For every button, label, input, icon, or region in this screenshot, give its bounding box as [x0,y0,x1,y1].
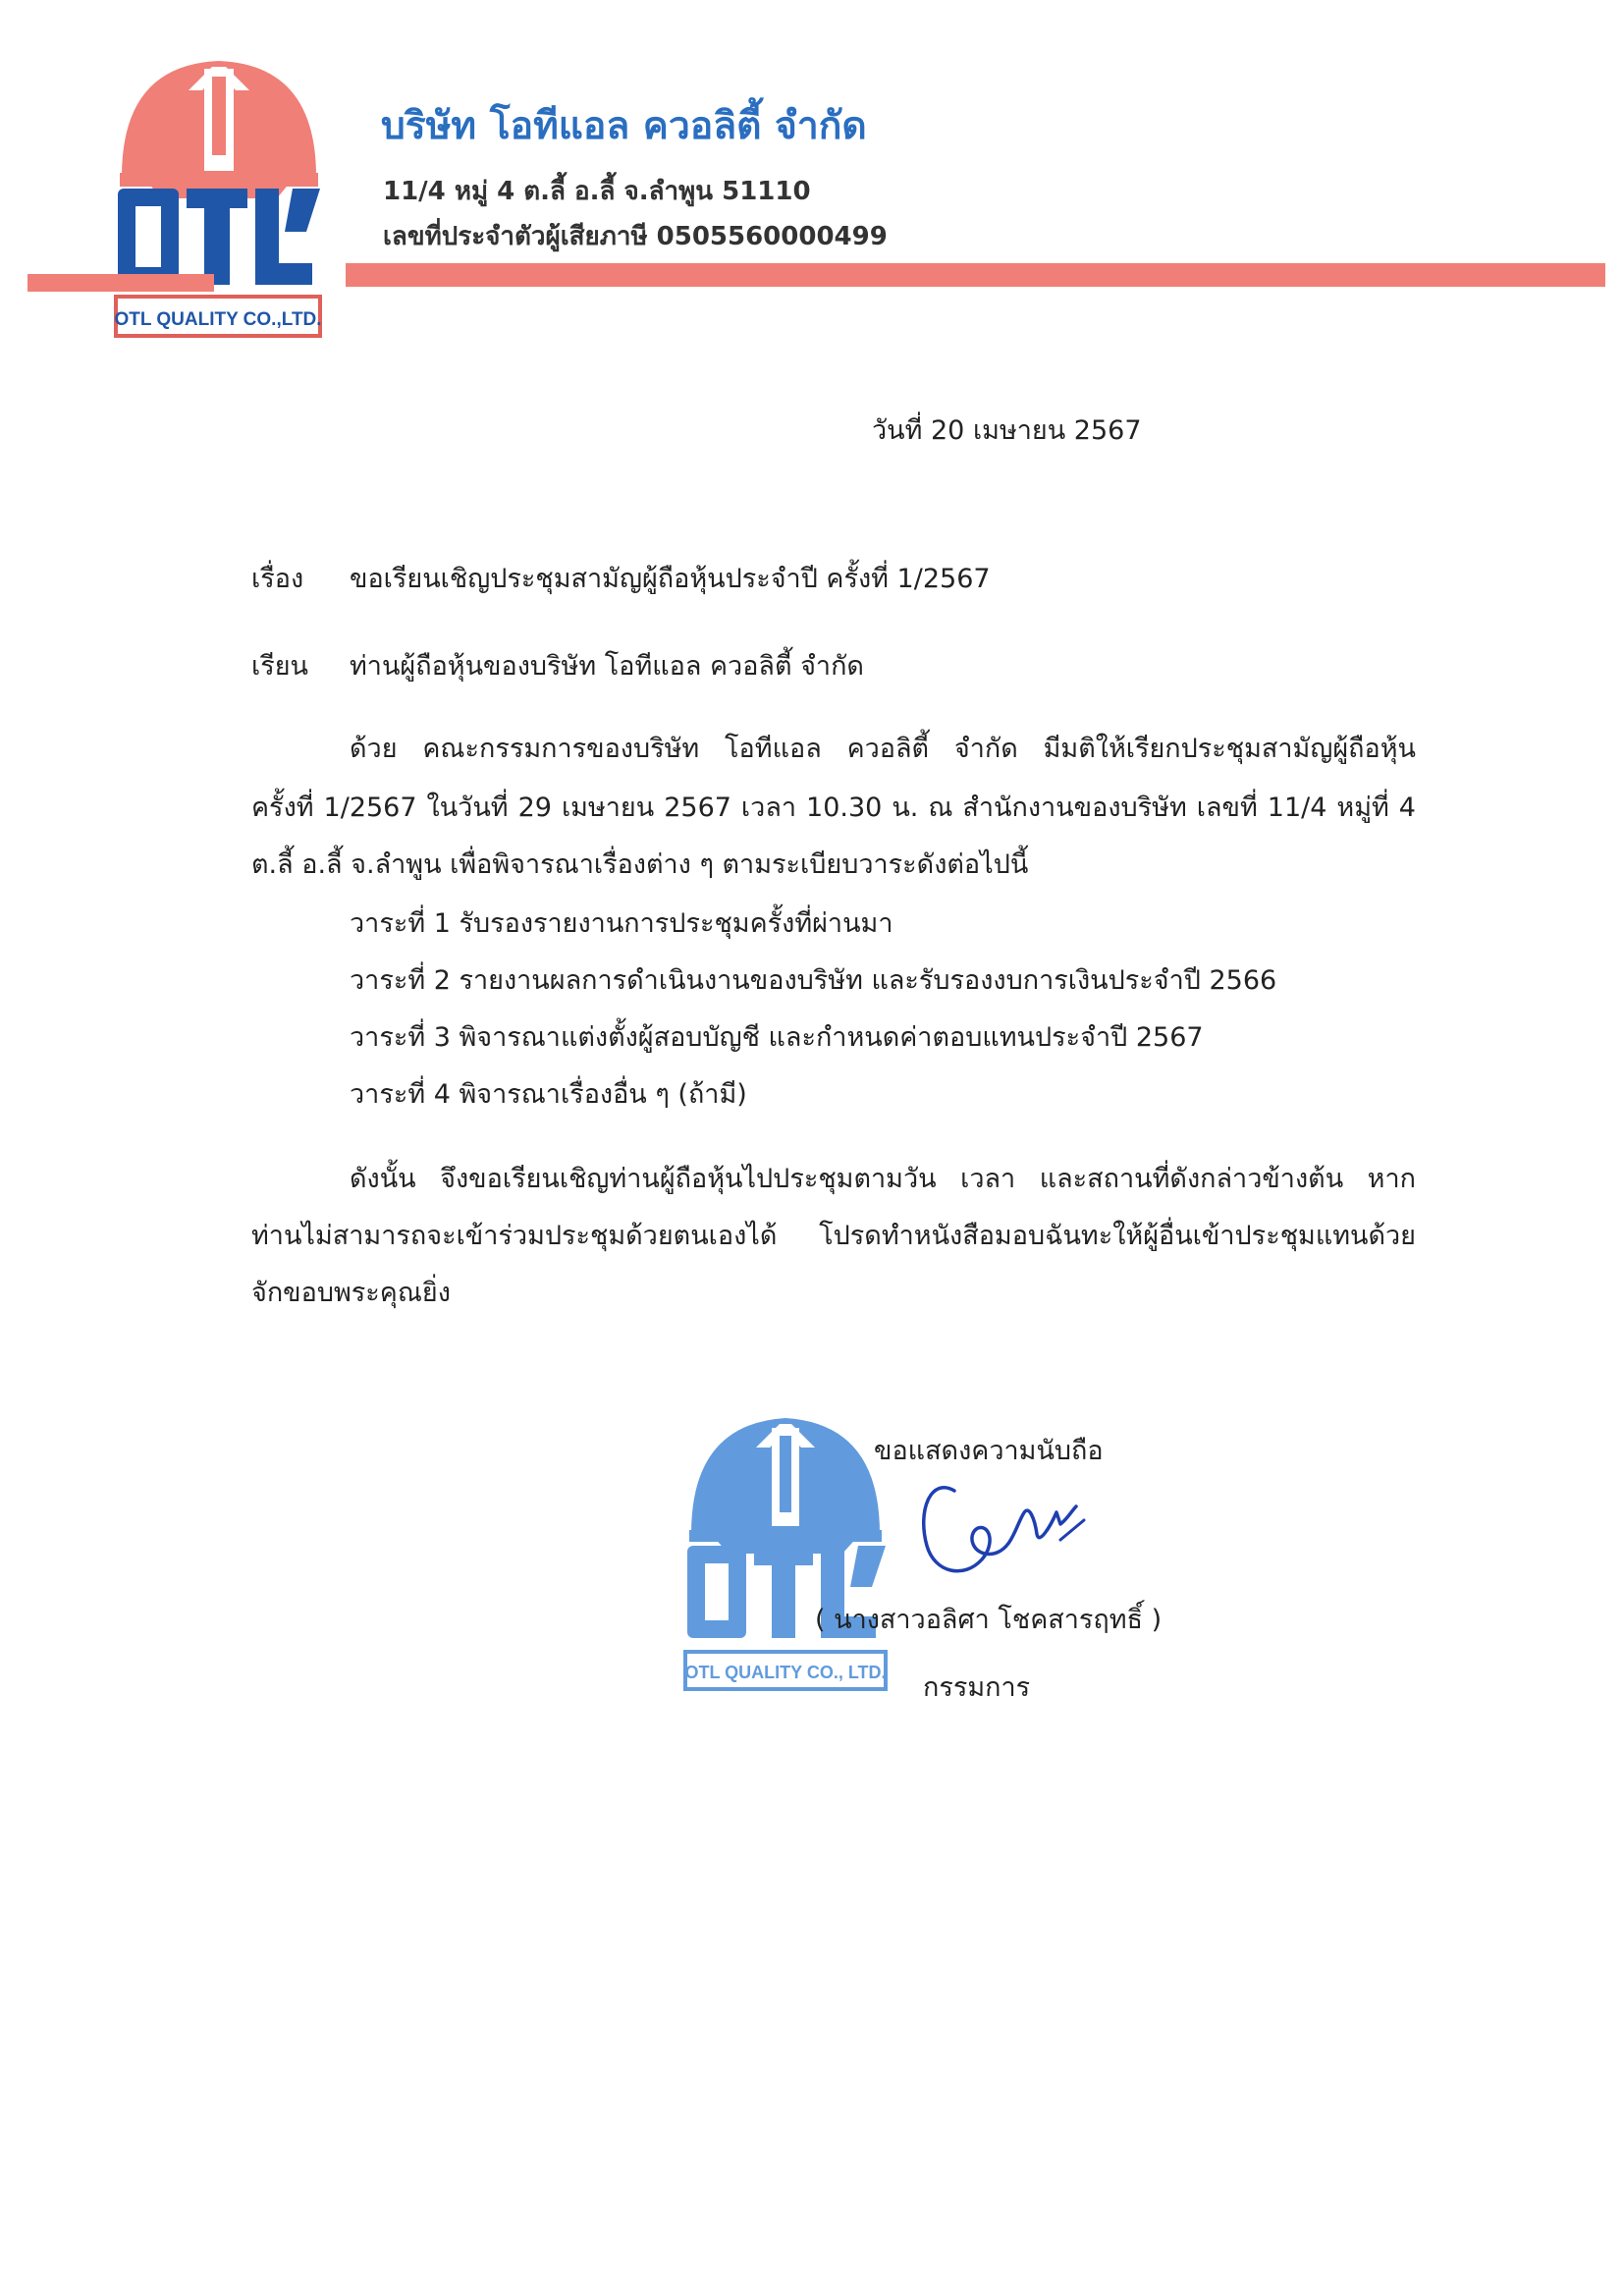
company-name: บริษัท โอทีแอล ควอลิตี้ จำกัด [381,104,867,148]
closing-line-1: ดังนั้น จึงขอเรียนเชิญท่านผู้ถือหุ้นไปประชุมตามวัน เวลา และสถานที่ดังกล่าวข้างต้น หาก [350,1164,1416,1194]
agenda-item-1: วาระที่ 1 รับรองรายงานการประชุมครั้งที่ผ่านมา [350,908,893,939]
agenda-item-2: วาระที่ 2 รายงานผลการดำเนินงานของบริษัท และรับรองงบการเงินประจำปี 2566 [350,965,1277,996]
closing-line-2: ท่านไม่สามารถจะเข้าร่วมประชุมด้วยตนเองได้ โปรดทำหนังสือมอบฉันทะให้ผู้อื่นเข้าประชุมแทนด้วย [251,1221,1416,1251]
company-tax-id: เลขที่ประจำตัวผู้เสียภาษี 0505560000499 [383,222,888,251]
closing-regards: ขอแสดงความนับถือ [874,1436,1104,1466]
signer-title: กรรมการ [923,1672,1031,1703]
subject-text: ขอเรียนเชิญประชุมสามัญผู้ถือหุ้นประจำปี ครั้งที่ 1/2567 [350,564,991,594]
header-rule-right [346,263,1605,287]
signer-name: ( นางสาวอลิศา โชคสารฤทธิ์ ) [815,1605,1163,1635]
subject-label: เรื่อง [251,564,304,594]
header-rule-left [27,274,214,292]
agenda-item-3: วาระที่ 3 พิจารณาแต่งตั้งผู้สอบบัญชี และกำหนดค่าตอบแทนประจำปี 2567 [350,1022,1204,1053]
intro-line-2: ครั้งที่ 1/2567 ในวันที่ 29 เมษายน 2567 เวลา 10.30 น. ณ สำนักงานของบริษัท เลขที่ 11/4 หมู่ที่ 4 [251,793,1416,823]
handwritten-signature [913,1463,1090,1591]
recipient-label: เรียน [251,651,309,682]
intro-line-3: ต.ลี้ อ.ลี้ จ.ลำพูน เพื่อพิจารณาเรื่องต่าง ๆ ตามระเบียบวาระดังต่อไปนี้ [251,849,1029,880]
closing-line-3: จักขอบพระคุณยิ่ง [251,1278,451,1308]
logo-caption: OTL QUALITY CO.,LTD. [114,309,322,330]
company-address: 11/4 หมู่ 4 ต.ลี้ อ.ลี้ จ.ลำพูน 51110 [383,177,811,206]
letter-date: วันที่ 20 เมษายน 2567 [872,415,1142,446]
company-logo [110,51,328,348]
recipient-text: ท่านผู้ถือหุ้นของบริษัท โอทีแอล ควอลิตี้ จำกัด [350,651,864,682]
agenda-item-4: วาระที่ 4 พิจารณาเรื่องอื่น ๆ (ถ้ามี) [350,1079,747,1110]
company-stamp [677,1406,893,1701]
intro-line-1: ด้วย คณะกรรมการของบริษัท โอทีแอล ควอลิตี้ จำกัด มีมติให้เรียกประชุมสามัญผู้ถือหุ้น [350,734,1416,764]
stamp-caption: OTL QUALITY CO., LTD. [684,1663,887,1682]
